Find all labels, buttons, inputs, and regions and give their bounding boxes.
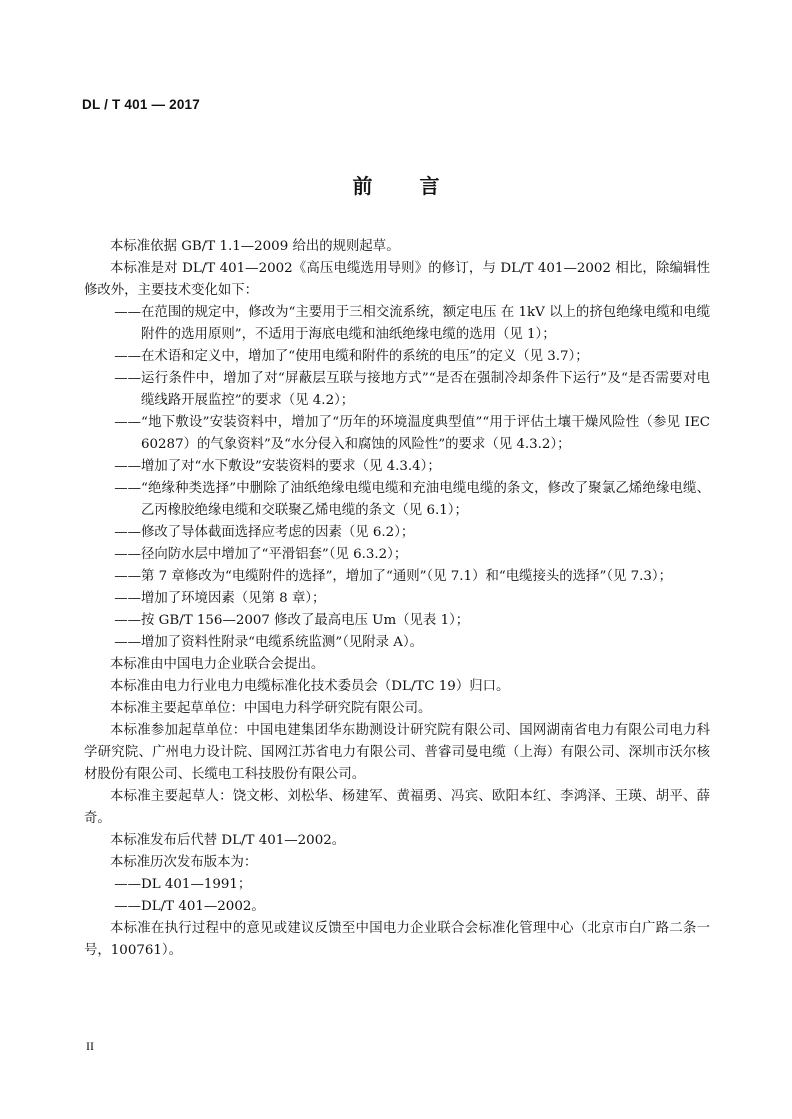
list-item-text: 第 7 章修改为“电缆附件的选择”，增加了“通则”（见 7.1）和“电缆接头的选择”（见 7.3）； — [141, 569, 672, 584]
paragraph-revision-summary: 本标准是对 DL/T 401—2002《高压电缆选用导则》的修订，与 DL/T 401—2002 相比，除编辑性修改外，主要技术变化如下： — [84, 261, 710, 298]
paragraph-participating-units: 本标准参加起草单位：中国电建集团华东勘测设计研究院有限公司、国网湖南省电力有限公司电力科学研究院、广州电力设计院、国网江苏省电力有限公司、普睿司曼电缆（上海）有限公司、深圳市沃尔核材股份有限公司、长缆电工科技股份有限公司。 — [84, 723, 710, 782]
list-item — [84, 544, 710, 566]
list-item-text: “地下敷设”安装资料中，增加了“历年的环境温度典型值”“用于评估土壤干燥风险性（参见 IEC 60287）的气象资料”及“水分侵入和腐蚀的风险性”的要求（见 4.3.2）； — [141, 415, 710, 452]
version-list — [84, 874, 710, 918]
list-dash: —— — [114, 569, 141, 584]
list-item-text: 在术语和定义中，增加了“使用电缆和附件的系统的电压”的定义（见 3.7）； — [141, 349, 589, 364]
list-item — [84, 896, 710, 918]
list-dash: —— — [114, 635, 141, 650]
paragraph-feedback: 本标准在执行过程中的意见或建议反馈至中国电力企业联合会标准化管理中心（北京市白广路二条一号，100761）。 — [84, 921, 710, 958]
list-item-text: “绝缘种类选择”中删除了油纸绝缘电缆电缆和充油电缆电缆的条文，修改了聚氯乙烯绝缘电缆、乙丙橡胶绝缘电缆和交联聚乙烯电缆的条文（见 6.1）； — [141, 481, 710, 518]
list-dash: —— — [114, 899, 141, 914]
paragraph-proposed-by: 本标准由中国电力企业联合会提出。 — [110, 657, 325, 672]
list-item — [84, 566, 710, 588]
list-item-text: 径向防水层中增加了“平滑铝套”（见 6.3.2）； — [141, 547, 408, 562]
page-number: II — [86, 1039, 94, 1053]
list-item — [84, 478, 710, 522]
list-item-text: 增加了环境因素（见第 8 章）； — [141, 591, 326, 606]
paragraph-main-drafters: 本标准主要起草人：饶文彬、刘松华、杨建军、黄福勇、冯宾、欧阳本红、李鸿泽、王瑛、胡平、薛奇。 — [84, 789, 710, 826]
paragraph-centralized-by: 本标准由电力行业电力电缆标准化技术委员会（DL/TC 19）归口。 — [110, 679, 510, 694]
list-item — [84, 456, 710, 478]
list-dash: —— — [114, 591, 141, 606]
list-item-text: 按 GB/T 156—2007 修改了最高电压 Um（见表 1）； — [141, 613, 470, 628]
list-dash: —— — [114, 613, 141, 628]
list-dash: —— — [114, 371, 141, 386]
list-dash: —— — [114, 547, 141, 562]
paragraph-history-intro: 本标准历次发布版本为： — [110, 855, 258, 870]
list-item-text: DL 401—1991； — [141, 877, 252, 892]
document-body — [84, 236, 710, 962]
list-dash: —— — [114, 305, 141, 320]
list-item-text: 运行条件中，增加了对“屏蔽层互联与接地方式”“是否在强制冷却条件下运行”及“是否需要对电缆线路开展监控”的要求（见 4.2）； — [141, 371, 710, 408]
change-list — [84, 302, 710, 654]
list-item — [84, 874, 710, 896]
list-item-text: 在范围的规定中，修改为“主要用于三相交流系统，额定电压 在 1kV 以上的挤包绝缘电缆和电缆附件的选用原则”，不适用于海底电缆和油纸绝缘电缆的选用（见 1）； — [141, 305, 710, 342]
paragraph-main-drafting-unit: 本标准主要起草单位：中国电力科学研究院有限公司。 — [110, 701, 432, 716]
list-dash: —— — [114, 459, 141, 474]
list-item — [84, 346, 710, 368]
page-title: 前 言 — [352, 174, 460, 198]
list-item — [84, 368, 710, 412]
list-dash: —— — [114, 525, 141, 540]
list-item-text: 增加了对“水下敷设”安装资料的要求（见 4.3.4）； — [141, 459, 441, 474]
paragraph-replaces: 本标准发布后代替 DL/T 401—2002。 — [110, 833, 346, 848]
list-dash: —— — [114, 877, 141, 892]
list-item — [84, 610, 710, 632]
paragraph-drafting-rules: 本标准依据 GB/T 1.1—2009 给出的规则起草。 — [110, 239, 400, 254]
list-item — [84, 588, 710, 610]
list-item-text: 增加了资料性附录“电缆系统监测”（见附录 A）。 — [141, 635, 424, 650]
list-item — [84, 632, 710, 654]
list-item — [84, 522, 710, 544]
list-item-text: 修改了导体截面选择应考虑的因素（见 6.2）； — [141, 525, 415, 540]
list-dash: —— — [114, 415, 141, 430]
list-dash: —— — [114, 481, 141, 496]
standard-code: DL / T 401 — 2017 — [82, 97, 200, 112]
list-dash: —— — [114, 349, 141, 364]
list-item-text: DL/T 401—2002。 — [141, 899, 265, 914]
list-item — [84, 302, 710, 346]
list-item — [84, 412, 710, 456]
